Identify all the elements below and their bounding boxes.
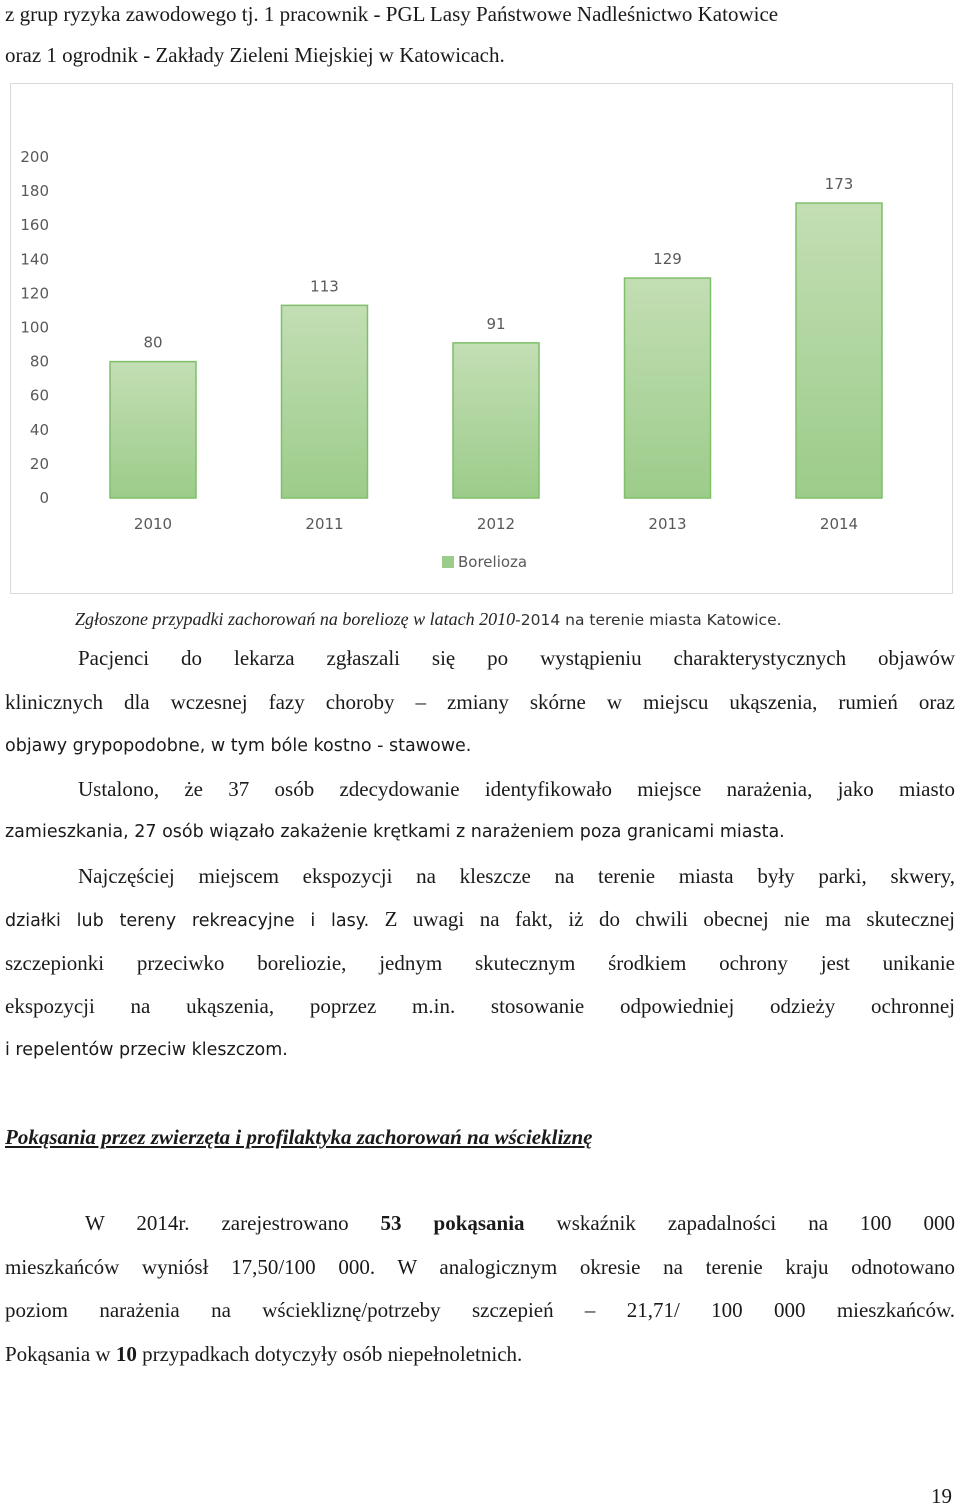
y-tick-label: 180 xyxy=(20,182,49,201)
y-tick-label: 160 xyxy=(20,216,49,235)
para2-line-1 xyxy=(78,775,955,803)
borelioza-chart xyxy=(10,83,953,594)
bar-2013 xyxy=(625,278,711,498)
bar-2014 xyxy=(796,203,882,498)
data-label-2013: 129 xyxy=(653,250,682,269)
x-tick-label-2013: 2013 xyxy=(648,515,687,533)
para3-line-2-text xyxy=(5,905,955,935)
para4-line-4-bold: 10 xyxy=(115,1342,137,1366)
para4-line-2 xyxy=(5,1253,955,1281)
y-tick-label: 140 xyxy=(20,250,49,269)
chart-caption xyxy=(75,607,782,632)
para3-line-3 xyxy=(5,949,955,977)
para3-line-1-text: Najczęściej miejscem ekspozycji na kleszcze na terenie miasta były parki, skwery, xyxy=(78,864,955,888)
y-tick-label: 100 xyxy=(20,318,49,337)
data-label-2010: 80 xyxy=(143,333,163,352)
intro-line-2: oraz 1 ogrodnik - Zakłady Zieleni Miejskiej w Katowicach. xyxy=(5,43,505,67)
section-heading: Pokąsania przez zwierzęta i profilaktyka zachorowań na wściekliznę xyxy=(5,1125,593,1149)
legend-swatch xyxy=(442,556,454,568)
para1-line-1-text: Pacjenci do lekarza zgłaszali się po wystąpieniu charakterystycznych objawów xyxy=(78,646,955,670)
y-tick-label: 0 xyxy=(39,489,49,507)
para4-line-1 xyxy=(85,1209,955,1237)
para1-line-2 xyxy=(5,688,955,716)
y-tick-label: 120 xyxy=(20,284,49,303)
para4-line-1-bold: 53 pokąsania xyxy=(380,1211,525,1235)
data-label-2011: 113 xyxy=(310,277,339,296)
x-tick-label-2012: 2012 xyxy=(476,515,516,533)
y-tick-label: 20 xyxy=(29,454,49,473)
para3-line-3-text: szczepionki przeciwko boreliozie, jednym skutecznym środkiem ochrony jest unikanie xyxy=(5,951,955,975)
para3-line-4-text: ekspozycji na ukąszenia, poprzez m.in. stosowanie odpowiedniej odzieży ochronnej xyxy=(5,994,955,1018)
para3-line-2 xyxy=(5,905,955,935)
para3-line-4 xyxy=(5,992,955,1020)
y-tick-label: 200 xyxy=(20,148,49,166)
para3-line-2b: Z uwagi na fakt, iż do chwili obecnej nie ma skutecznej xyxy=(369,907,956,931)
y-tick-label: 60 xyxy=(29,386,49,405)
bar-2010 xyxy=(110,362,196,498)
data-label-2012: 91 xyxy=(486,314,506,333)
para1-line-2-text: klinicznych dla wczesnej fazy choroby – zmiany skórne w miejscu ukąszenia, rumień oraz xyxy=(5,690,955,714)
para2-line-1-text: Ustalono, że 37 osób zdecydowanie identyfikowało miejsce narażenia, jako miasto xyxy=(78,777,955,801)
legend-label: Borelioza xyxy=(458,553,528,571)
x-tick-label-2010: 2010 xyxy=(133,515,173,533)
para4-line-3 xyxy=(5,1296,955,1324)
para3-line-5: i repelentów przeciw kleszczom. xyxy=(5,1040,288,1060)
para4-line-2-text: mieszkańców wyniósł 17,50/100 000. W analogicznym okresie na terenie kraju odnotowano xyxy=(5,1255,955,1279)
para2-line-2: zamieszkania, 27 osób wiązało zakażenie krętkami z narażeniem poza granicami miasta. xyxy=(5,822,785,842)
para1-line-3: objawy grypopodobne, w tym bóle kostno - stawowe. xyxy=(5,736,472,756)
chart-canvas xyxy=(11,84,952,593)
para1-line-1 xyxy=(78,644,955,672)
para4-line-3-text: poziom narażenia na wściekliznę/potrzeby szczepień – 21,71/ 100 000 mieszkańców. xyxy=(5,1298,955,1322)
page-number: 19 xyxy=(931,1484,952,1508)
y-tick-label: 80 xyxy=(29,352,49,371)
bar-2012 xyxy=(453,343,539,498)
y-tick-label: 40 xyxy=(29,420,49,439)
bar-2011 xyxy=(282,305,368,498)
caption-rest: -2014 na terenie miasta Katowice. xyxy=(515,611,782,629)
para4-line-1-pre: W 2014r. zarejestrowano xyxy=(85,1211,381,1235)
para4-line-4 xyxy=(5,1340,955,1368)
intro-line-1: z grup ryzyka zawodowego tj. 1 pracownik - PGL Lasy Państwowe Nadleśnictwo Katowice xyxy=(5,2,779,26)
x-tick-label-2011: 2011 xyxy=(305,515,344,533)
para4-line-4-post: przypadkach dotyczyły osób niepełnoletnich. xyxy=(136,1342,523,1366)
x-tick-label-2014: 2014 xyxy=(819,515,859,533)
para3-line-1 xyxy=(78,862,955,890)
para4-line-1-post: wskaźnik zapadalności na 100 000 xyxy=(524,1211,955,1235)
caption-italic: Zgłoszone przypadki zachorowań na boreliozę w latach 2010 xyxy=(75,609,516,629)
data-label-2014: 173 xyxy=(824,175,854,194)
chart-legend xyxy=(442,553,527,571)
para4-line-4-pre: Pokąsania w xyxy=(5,1342,116,1366)
para4-line-1-text xyxy=(85,1209,955,1237)
para3-line-2a: działki lub tereny rekreacyjne i lasy. xyxy=(5,911,370,931)
